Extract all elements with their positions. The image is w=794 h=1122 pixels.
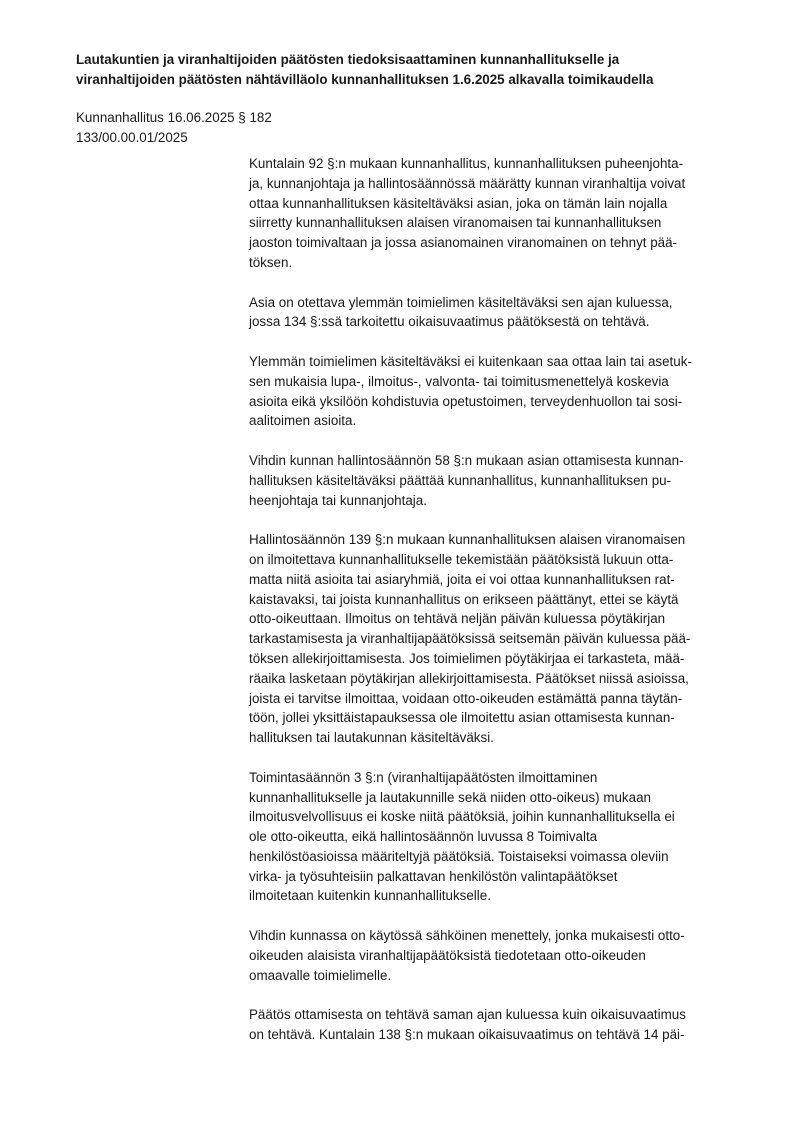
paragraph-line: tarkastamisesta ja viranhaltijapäätöksissä seitsemän päivän kuluessa pää- [249,631,691,647]
paragraph-line: Vihdin kunnan hallintosäännön 58 §:n mukaan asian ottamisesta kunnan- [249,452,684,468]
paragraph-line: ole otto-oikeutta, eikä hallintosäännön luvussa 8 Toimivalta [249,829,598,845]
paragraph-line: otto-oikeuttaan. Ilmoitus on tehtävä neljän päivän kuluessa pöytäkirjan [249,611,666,627]
paragraph-line: ilmoitetaan kuitenkin kunnanhallitukselle. [249,888,491,904]
paragraph-line: Asia on otettava ylemmän toimielimen käsiteltäväksi sen ajan kuluessa, [249,294,673,310]
meeting-reference: Kunnanhallitus 16.06.2025 § 182 [76,110,272,125]
paragraph-line: töksen allekirjoittamisesta. Jos toimielimen pöytäkirjaa ei tarkasteta, mää- [249,650,685,666]
paragraph-line: hallituksen käsiteltäväksi päättää kunnanhallitus, kunnanhallituksen pu- [249,472,672,488]
paragraph-line: jaoston toimivaltaan ja jossa asianomainen viranomainen on tehnyt pää- [249,235,678,251]
paragraph [249,1005,739,1045]
paragraph-line: Vihdin kunnassa on käytössä sähköinen menettely, jonka mukaisesti otto- [249,928,685,944]
paragraph [249,768,739,907]
paragraph-line: Kuntalain 92 §:n mukaan kunnanhallitus, kunnanhallituksen puheenjohta- [249,156,684,171]
document-body [249,154,739,1065]
paragraph-line: oikeuden alaisista viranhaltijapäätöksistä tiedotetaan otto-oikeuden [249,947,646,963]
title-line: Lautakuntien ja viranhaltijoiden päätösten tiedoksisaattaminen kunnanhallitukselle ja [76,52,620,67]
paragraph-line: joista ei tarvitse ilmoittaa, voidaan otto-oikeuden estämättä panna täytän- [249,690,683,706]
paragraph-line: omaavalle toimielimelle. [249,967,392,983]
paragraph-line: hallituksen tai lautakunnan käsiteltäväksi. [249,730,494,746]
paragraph-line: kunnanhallitukselle ja lautakunnille sekä niiden otto-oikeus) mukaan [249,789,651,805]
paragraph-line: jossa 134 §:ssä tarkoitettu oikaisuvaatimus päätöksestä on tehtävä. [249,314,650,330]
paragraph-line: matta niitä asioita tai asiaryhmiä, joita ei voi ottaa kunnanhallituksen rat- [249,571,675,587]
paragraph-line: Ylemmän toimielimen käsiteltäväksi ei kuitenkaan saa ottaa lain tai asetuk- [249,353,692,369]
paragraph-line: Hallintosäännön 139 §:n mukaan kunnanhallituksen alaisen viranomaisen [249,532,686,548]
paragraph-line: aalitoimen asioita. [249,413,357,429]
paragraph-line: on ilmoitettava kunnanhallitukselle tekemistään päätöksistä lukuun otta- [249,551,674,567]
paragraph-line: ottaa kunnanhallituksen käsiteltäväksi asian, joka on tämän lain nojalla [249,195,668,211]
paragraph-line: henkilöstöasioissa määriteltyjä päätöksiä. Toistaiseksi voimassa oleviin [249,848,669,864]
paragraph [249,293,739,333]
paragraph-line: siirretty kunnanhallituksen alaisen viranomaisen tai kunnanhallituksen [249,215,662,231]
paragraph [249,352,739,431]
paragraph-line: heenjohtaja tai kunnanjohtaja. [249,492,427,508]
paragraph-line: kaistavaksi, tai joista kunnanhallitus on erikseen päättänyt, ettei se käytä [249,591,679,607]
paragraph-line: Toimintasäännön 3 §:n (viranhaltijapäätösten ilmoittaminen [249,769,598,785]
paragraph-line: virka- ja työsuhteisiin palkattavan henkilöstön valintapäätökset [249,868,618,884]
meeting-meta [76,108,272,148]
paragraph-line: ja, kunnanjohtaja ja hallintosäännössä määrätty kunnan viranhaltija voivat [249,175,686,191]
paragraph [249,530,739,748]
paragraph [249,154,739,273]
paragraph-line: asioita eikä yksilöön kohdistuvia opetustoimen, terveydenhuollon tai sosi- [249,393,683,409]
paragraph-line: ilmoitusvelvollisuus ei koske niitä päätöksiä, joihin kunnanhallituksella ei [249,809,675,825]
paragraph-line: on tehtävä. Kuntalain 138 §:n mukaan oikaisuvaatimus on tehtävä 14 päi- [249,1027,685,1043]
paragraph-line: sen mukaisia lupa-, ilmoitus-, valvonta- tai toimitusmenettelyä koskevia [249,373,669,389]
paragraph-line: töön, jollei yksittäistapauksessa ole ilmoitettu asian ottamisesta kunnan- [249,710,675,726]
paragraph-line: räaika lasketaan pöytäkirjan allekirjoittamisesta. Päätökset niissä asioissa, [249,670,689,686]
paragraph-line: Päätös ottamisesta on tehtävä saman ajan kuluessa kuin oikaisuvaatimus [249,1007,686,1023]
record-id: 133/00.00.01/2025 [76,130,188,145]
document-title [76,50,736,90]
paragraph-line: töksen. [249,254,293,270]
paragraph [249,926,739,985]
title-line: viranhaltijoiden päätösten nähtävilläolo kunnanhallituksen 1.6.2025 alkavalla toimikaudella [76,72,654,87]
paragraph [249,451,739,510]
